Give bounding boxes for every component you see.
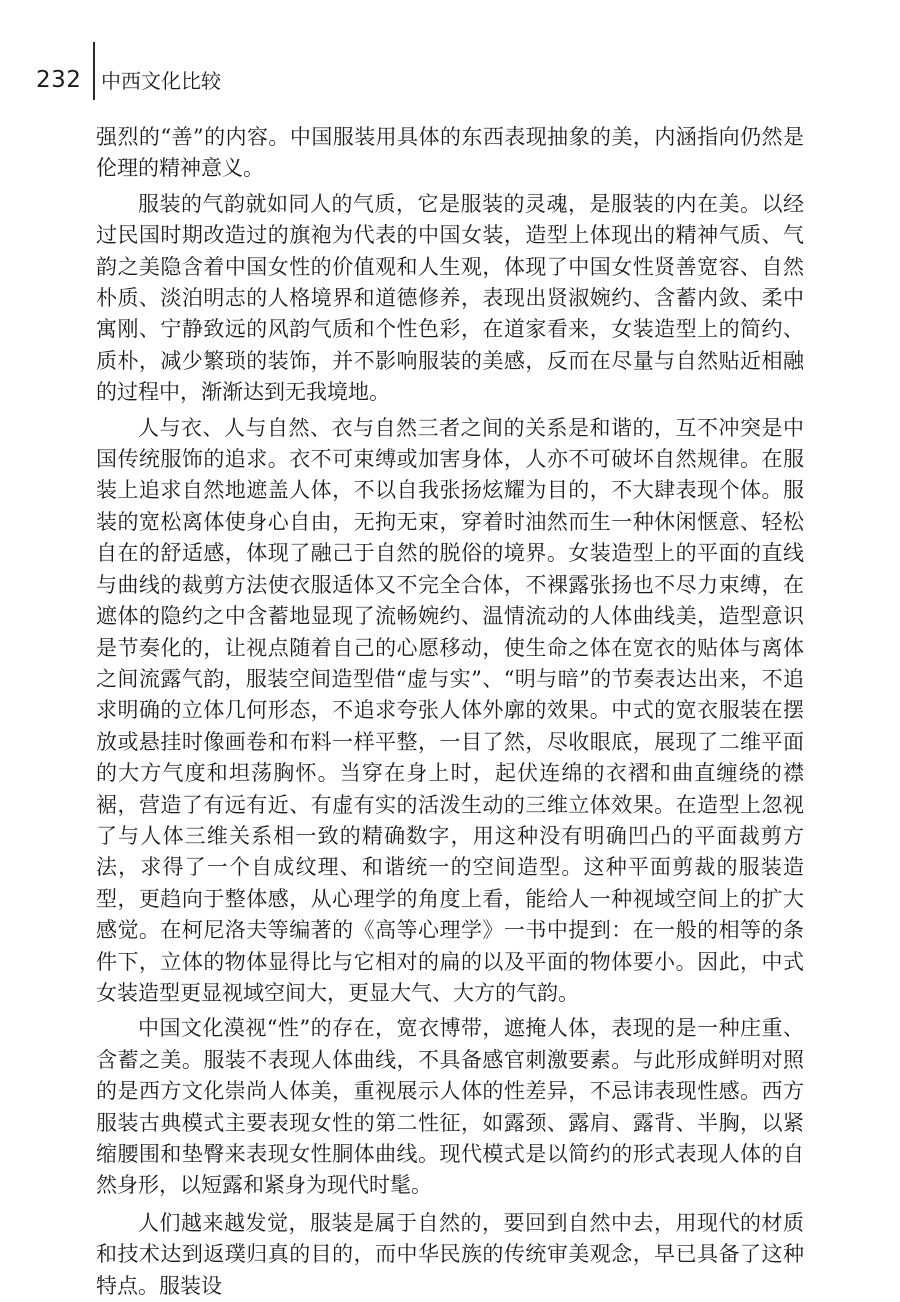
page-number: 232 <box>36 67 82 93</box>
paragraph-continuation: 强烈的“善”的内容。中国服装用具体的东西表现抽象的美，内涵指向仍然是伦理的精神意义。 <box>96 125 804 181</box>
running-title: 中西文化比较 <box>101 69 221 93</box>
header-divider <box>93 42 95 100</box>
paragraph-body-attitude: 中国文化漠视“性”的存在，宽衣博带，遮掩人体，表现的是一种庄重、含蓄之美。服装不表现人体曲线，不具备感官刺激要素。与此形成鲜明对照的是西方文化崇尚人体美，重视展示人体的性差异，不忌讳表现性感。西方服装古典模式主要表现女性的第二性征，如露颈、露肩、露背、半胸，以紧缩腰围和垫臀来表现女性胴体曲线。现代模式是以简约的形式表现人体的自然身形，以短露和紧身为现代时髦。 <box>96 1016 804 1198</box>
paragraph-harmony: 人与衣、人与自然、衣与自然三者之间的关系是和谐的，互不冲突是中国传统服饰的追求。衣不可束缚或加害身体，人亦不可破坏自然规律。在服装上追求自然地遮盖人体，不以自我张扬炫耀为目的，不大肆表现个体。服装的宽松离体使身心自由，无拘无束，穿着时油然而生一种休闲惬意、轻松自在的舒适感，体现了融己于自然的脱俗的境界。女装造型上的平面的直线与曲线的裁剪方法使衣服适体又不完全合体，不裸露张扬也不尽力束缚，在遮体的隐约之中含蓄地显现了流畅婉约、温情流动的人体曲线美，造型意识是节奏化的，让视点随着自己的心愿移动，使生命之体在宽衣的贴体与离体之间流露气韵，服装空间造型借“虚与实”、“明与暗”的节奏表达出来，不追求明确的立体几何形态，不追求夸张人体外廓的效果。中式的宽衣服装在摆放或悬挂时像画卷和布料一样平整，一目了然，尽收眼底，展现了二维平面的大方气度和坦荡胸怀。当穿在身上时，起伏连绵的衣褶和曲直缠绕的襟裾，营造了有远有近、有虚有实的活泼生动的三维立体效果。在造型上忽视了与人体三维关系相一致的精确数字，用这种没有明确凹凸的平面裁剪方法，求得了一个自成纹理、和谐统一的空间造型。这种平面剪裁的服装造型，更趋向于整体感，从心理学的角度上看，能给人一种视域空间上的扩大感觉。在柯尼洛夫等编著的《高等心理学》一书中提到：在一般的相等的条件下，立体的物体显得比与它相对的扁的以及平面的物体要小。因此，中式女装造型更显视域空间大，更显大气、大方的气韵。 <box>96 415 804 1005</box>
body-text <box>96 122 804 1302</box>
paragraph-return-to-nature: 人们越来越发觉，服装是属于自然的，要回到自然中去，用现代的材质和技术达到返璞归真的目的，而中华民族的传统审美观念，早已具备了这种特点。服装设 <box>96 1210 804 1298</box>
paragraph-garment-charm: 服装的气韵就如同人的气质，它是服装的灵魂，是服装的内在美。以经过民国时期改造过的旗袍为代表的中国女装，造型上体现出的精神气质、气韵之美隐含着中国女性的价值观和人生观，体现了中国女性贤善宽容、自然朴质、淡泊明志的人格境界和道德修养，表现出贤淑婉约、含蓄内敛、柔中寓刚、宁静致远的风韵气质和个性色彩，在道家看来，女装造型上的简约、质朴，减少繁琐的装饰，并不影响服装的美感，反而在尽量与自然贴近相融的过程中，渐渐达到无我境地。 <box>96 191 804 405</box>
page-header <box>0 0 900 110</box>
